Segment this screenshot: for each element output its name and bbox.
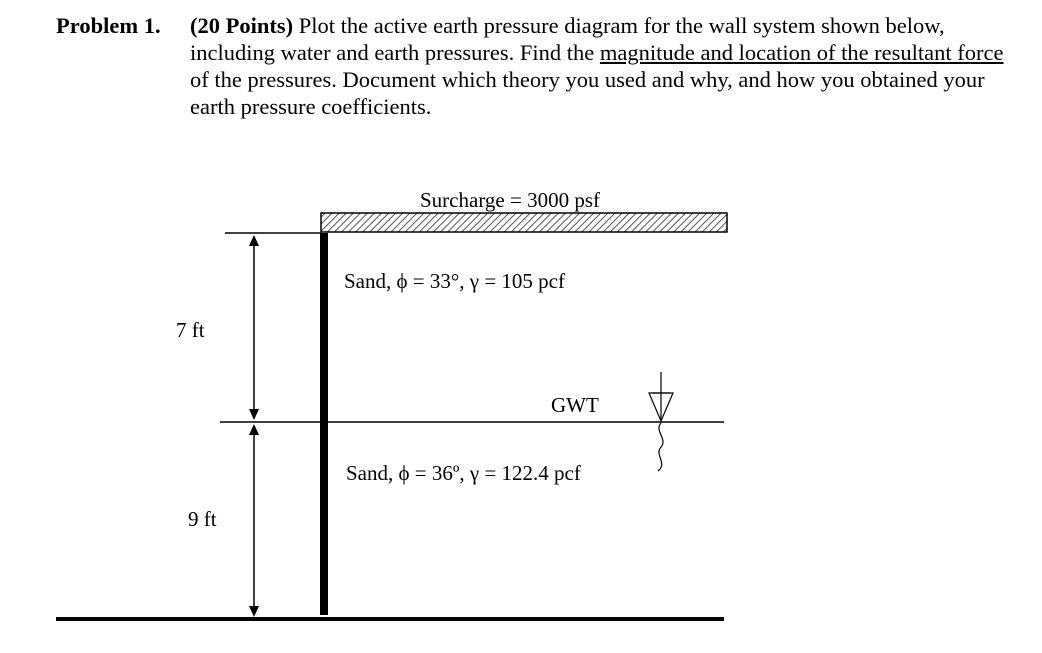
gwt-label: GWT (551, 393, 599, 417)
upper-depth-label: 7 ft (176, 318, 205, 342)
problem-text-part-2: of the pressures. Document which theory you used and why, and how you obtained your earth pressure coefficients. (190, 67, 985, 119)
surcharge-strip (321, 213, 727, 232)
problem-underlined-phrase: magnitude and location of the resultant force (599, 40, 1004, 65)
lower-dimension-arrowhead-top (249, 424, 259, 435)
lower-depth-label: 9 ft (188, 507, 217, 531)
retaining-wall (320, 233, 328, 615)
problem-text-part-1: Plot the active earth pressure diagram for the wall system shown below, including water and earth pressures. Find the (190, 13, 945, 65)
surcharge-label: Surcharge = 3000 psf (420, 188, 601, 212)
upper-dimension-arrowhead-bottom (249, 409, 259, 420)
problem-points: (20 Points) (190, 13, 294, 38)
upper-layer-label: Sand, ϕ = 33°, γ = 105 pcf (344, 269, 565, 293)
lower-layer-label: Sand, ϕ = 36º, γ = 122.4 pcf (346, 461, 581, 485)
upper-dimension-arrowhead-top (249, 235, 259, 246)
problem-number: Problem 1. (56, 13, 161, 38)
lower-dimension-arrowhead-bottom (249, 606, 259, 617)
